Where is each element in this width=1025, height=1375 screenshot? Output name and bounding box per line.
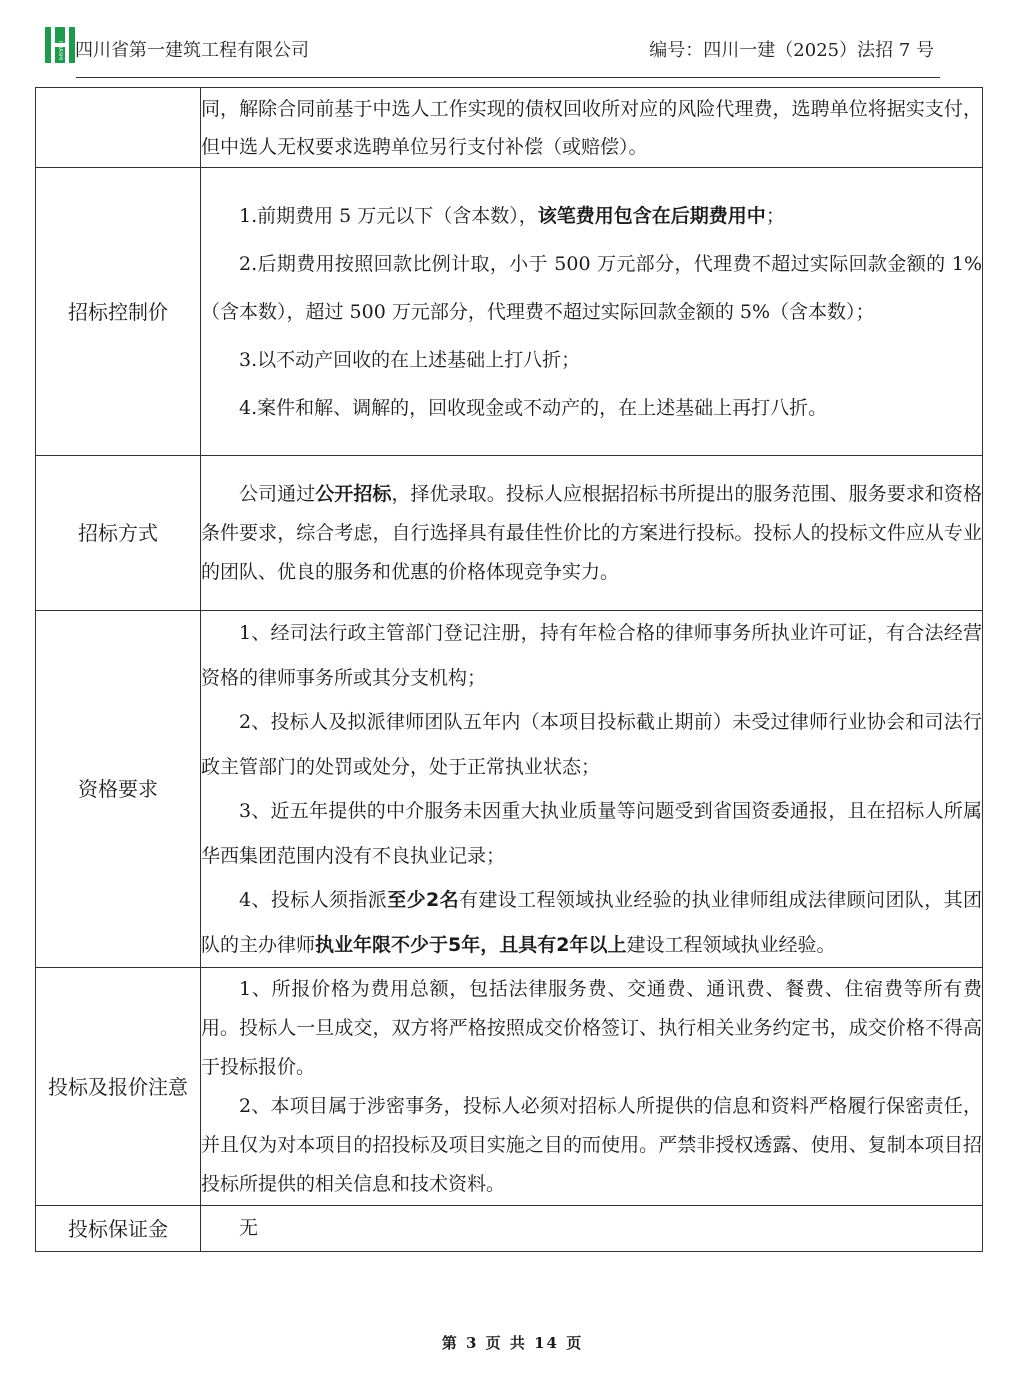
control-price-item-4: 4.案件和解、调解的，回收现金或不动产的，在上述基础上再打八折。 — [239, 396, 828, 419]
logo-text: HUASHI — [57, 41, 63, 61]
bid-notes-item-1: 1、所报价格为费用总额，包括法律服务费、交通费、通讯费、餐费、住宿费等所有费用。投标人一旦成交，双方将严格按照成交价格签订、执行相关业务约定书，成交价格不得高于投标报价。 — [201, 977, 982, 1078]
qualification-cell — [201, 611, 983, 968]
table-row-control-price — [36, 168, 983, 456]
control-price-item-3: 3.以不动产回收的在上述基础上打八折； — [239, 348, 581, 371]
empty-label-cell — [36, 88, 201, 168]
table-row-bid-bond — [36, 1206, 983, 1252]
qualification-item-4: 4、投标人须指派至少2名有建设工程领域执业经验的执业律师组成法律顾问团队，其团队的主办律师执业年限不少于5年，且具有2年以上建设工程领域执业经验。 — [201, 889, 982, 956]
control-price-cell — [201, 168, 983, 456]
bid-bond-label: 投标保证金 — [36, 1206, 201, 1252]
control-price-label: 招标控制价 — [36, 168, 201, 456]
bid-notes-cell — [201, 968, 983, 1206]
qualification-label: 资格要求 — [36, 611, 201, 968]
company-name: 四川省第一建筑工程有限公司 — [75, 40, 309, 61]
bid-bond-value: 无 — [239, 1217, 259, 1239]
header-divider — [76, 77, 940, 78]
page-header — [45, 27, 940, 67]
control-price-item-1: 1.前期费用 5 万元以下（含本数），该笔费用包含在后期费用中； — [239, 204, 785, 227]
document-number: 编号：四川一建（2025）法招 7 号 — [649, 40, 934, 61]
continuation-cell — [201, 88, 983, 168]
tender-info-table — [35, 87, 983, 1252]
qualification-item-1: 1、经司法行政主管部门登记注册，持有年检合格的律师事务所执业许可证，有合法经营资格的律师事务所或其分支机构； — [201, 622, 982, 689]
bid-notes-label: 投标及报价注意 — [36, 968, 201, 1206]
continuation-text: 同，解除合同前基于中选人工作实现的债权回收所对应的风险代理费，选聘单位将据实支付，但中选人无权要求选聘单位另行支付补偿（或赔偿）。 — [201, 97, 982, 158]
table-row-qualification — [36, 611, 983, 968]
page-number: 第 3 页 共 14 页 — [441, 1334, 584, 1352]
bid-notes-item-2: 2、本项目属于涉密事务，投标人必须对招标人所提供的信息和资料严格履行保密责任，并且仅为对本项目的招投标及项目实施之目的而使用。严禁非授权透露、使用、复制本项目招投标所提供的相关信息和技术资料。 — [201, 1094, 982, 1195]
table-row-continuation — [36, 88, 983, 168]
company-logo-icon — [45, 27, 75, 63]
tender-method-text: 公司通过公开招标，择优录取。投标人应根据招标书所提出的服务范围、服务要求和资格条件要求，综合考虑，自行选择具有最佳性价比的方案进行投标。投标人的投标文件应从专业的团队、优良的服务和优惠的价格体现竞争实力。 — [201, 482, 982, 583]
tender-method-cell — [201, 456, 983, 611]
bid-bond-cell — [201, 1206, 983, 1252]
qualification-item-3: 3、近五年提供的中介服务未因重大执业质量等问题受到省国资委通报，且在招标人所属华西集团范围内没有不良执业记录； — [201, 800, 982, 867]
control-price-item-2: 2.后期费用按照回款比例计取，小于 500 万元部分，代理费不超过实际回款金额的 1%（含本数），超过 500 万元部分，代理费不超过实际回款金额的 5%（含本数）； — [201, 252, 982, 323]
qualification-item-2: 2、投标人及拟派律师团队五年内（本项目投标截止期前）未受过律师行业协会和司法行政主管部门的处罚或处分，处于正常执业状态； — [201, 711, 982, 778]
table-row-tender-method — [36, 456, 983, 611]
table-row-bid-notes — [36, 968, 983, 1206]
tender-method-label: 招标方式 — [36, 456, 201, 611]
